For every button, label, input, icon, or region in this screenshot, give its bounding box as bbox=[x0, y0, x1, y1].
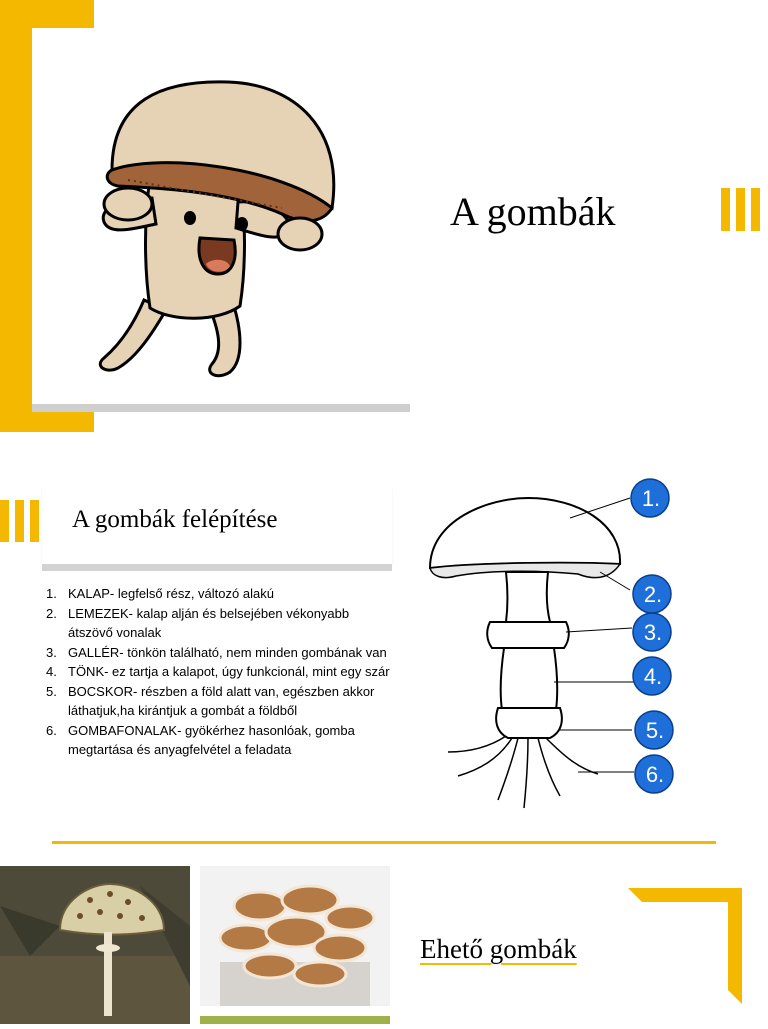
list-item-text: GALLÉR- tönkön található, nem minden gombának van bbox=[68, 644, 387, 660]
list-item: 5. BOCSKOR- részben a föld alatt van, egészben akkor láthatjuk,ha kirántjuk a gombát a földből bbox=[46, 683, 375, 718]
list-item-text: LEMEZEK- kalap alján és belsejében vékonyabb átszövő vonalak bbox=[68, 605, 350, 640]
list-item-text: GOMBAFONALAK- gyökérhez hasonlóak, gomba megtartása és anyagfelvétel a feladata bbox=[68, 722, 355, 757]
list-item-text: KALAP- legfelső rész, változó alakú bbox=[68, 586, 274, 601]
oyster-mushroom-cluster-photo bbox=[200, 866, 390, 1006]
mushroom-parts-list bbox=[46, 584, 396, 760]
diagram-label-6: 6. bbox=[645, 762, 665, 787]
parasol-mushroom-photo bbox=[0, 866, 190, 1024]
slide3-corner-decoration bbox=[628, 888, 742, 1004]
list-item: 4. TÖNK- ez tartja a kalapot, úgy funkcionál, mint egy szár bbox=[46, 664, 390, 679]
mushroom-anatomy-diagram bbox=[428, 470, 716, 826]
slide1-card-shadow bbox=[32, 404, 410, 412]
list-item: 3. GALLÉR- tönkön található, nem minden gombának van bbox=[46, 644, 387, 660]
list-item: 1. KALAP- legfelső rész, változó alakú bbox=[46, 586, 274, 601]
list-item: 6. GOMBAFONALAK- gyökérhez hasonlóak, gomba megtartása és anyagfelvétel a feladata bbox=[46, 722, 355, 757]
slide1-stripes-decoration bbox=[721, 188, 760, 231]
diagram-label-5: 5. bbox=[645, 718, 665, 743]
slide1-illustration-card bbox=[32, 28, 410, 404]
slide1-title: A gombák bbox=[450, 189, 616, 234]
slide3-heading: Ehető gombák bbox=[420, 934, 577, 964]
mushroom-diagram-drawing bbox=[428, 470, 716, 826]
third-mushroom-photo bbox=[200, 1016, 390, 1024]
diagram-label-2: 2. bbox=[643, 582, 663, 607]
slide2-header-bar bbox=[42, 564, 392, 571]
slide2-stripes-decoration bbox=[0, 500, 39, 542]
cartoon-mushroom-illustration bbox=[32, 28, 410, 404]
diagram-label-1: 1. bbox=[641, 486, 661, 511]
slide2-bottom-line bbox=[52, 841, 716, 844]
list-item: 2. LEMEZEK- kalap alján és belsejében vékonyabb átszövő vonalak bbox=[46, 605, 350, 640]
diagram-label-3: 3. bbox=[643, 620, 663, 645]
list-item-text: BOCSKOR- részben a föld alatt van, egészben akkor láthatjuk,ha kirántjuk a gombát a földből bbox=[68, 683, 375, 718]
slide2-heading: A gombák felépítése bbox=[72, 506, 278, 533]
list-item-text: TÖNK- ez tartja a kalapot, úgy funkcionál, mint egy szár bbox=[68, 664, 390, 679]
diagram-label-4: 4. bbox=[643, 664, 663, 689]
